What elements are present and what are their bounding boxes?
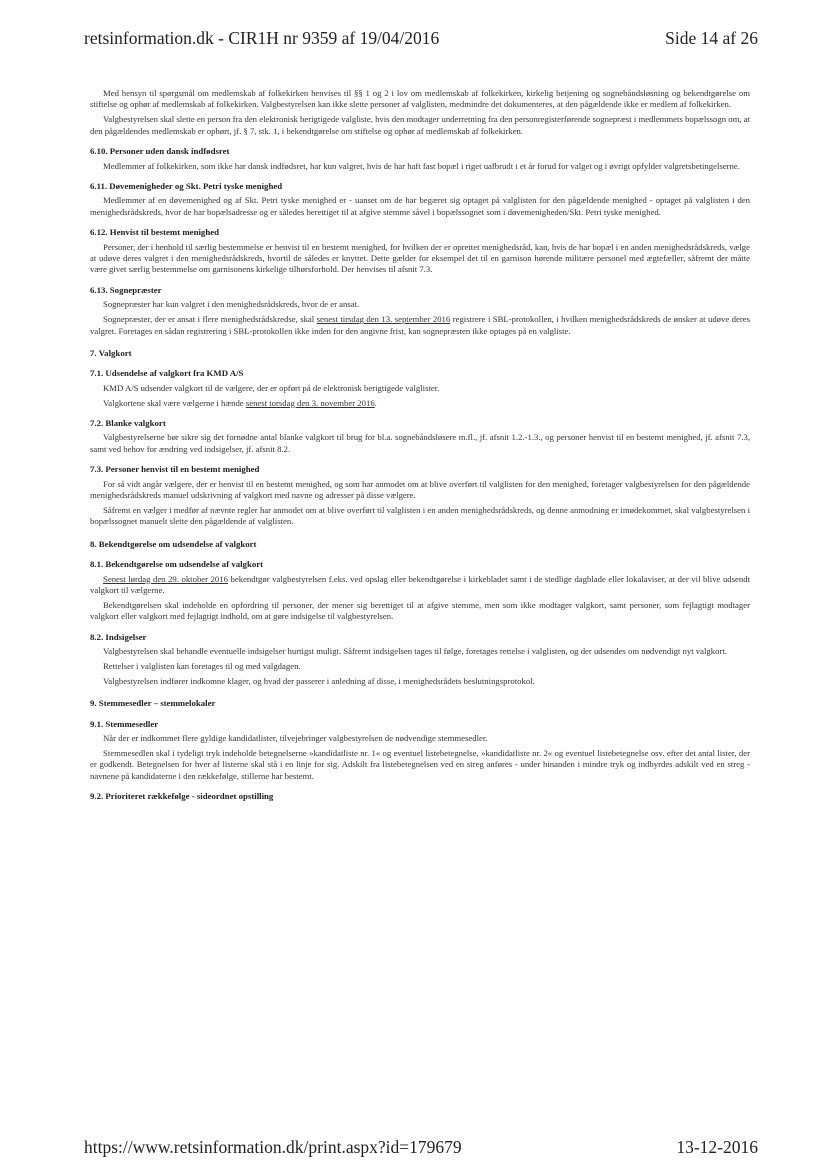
page-number: Side 14 af 26 — [665, 28, 758, 48]
paragraph: Valgbestyrelserne bør sikre sig det fornødne antal blanke valgkort til brug for bl.a. sognebåndsløsere m.fl., jf. afsnit 1.2.-1.3., og personer henvist til en bestemt menighed, jf. afsnit 7.3, samt ved behov for ændring ved indsigelser, jf. afsnit 8.2. — [90, 432, 750, 454]
section-heading: 6.11. Døvemenigheder og Skt. Petri tyske menighed — [90, 180, 283, 191]
paragraph: Valgbestyrelsen skal slette en person fra den elektronisk berigtigede valgliste, hvis den modtager underretning fra den personregisterførende sognepræst i medlemmets bopælssogn om, at den pågældendes medlemskab er ophørt, jf. § 7, stk. 1, i bekendtgørelse om stiftelse og ophør af medlemskab af folkekirken. — [90, 114, 750, 136]
paragraph: Valgbestyrelsen skal behandle eventuelle indsigelser hurtigst muligt. Såfremt indsigelsen tages til følge, foretages rettelse i valglisten, og der udsendes om nødvendigt nyt valgkort. — [103, 646, 727, 657]
paragraph — [90, 314, 750, 337]
paragraph: Valgbestyrelsen indfører indkomne klager, og hvad der passerer i anledning af disse, i menighedsrådets beslutningsprotokol. — [103, 675, 535, 686]
document-url: https://www.retsinformation.dk/print.aspx?id=179679 — [84, 1137, 462, 1157]
section-heading: 6.10. Personer uden dansk indfødsret — [90, 146, 230, 157]
section-heading: 9.2. Prioriteret rækkefølge - sideordnet opstilling — [90, 791, 274, 802]
document-source: retsinformation.dk - CIR1H nr 9359 af 19/04/2016 — [84, 28, 440, 48]
chapter-heading: 7. Valgkort — [90, 347, 132, 358]
chapter-heading: 8. Bekendtgørelse om udsendelse af valgkort — [90, 538, 257, 549]
paragraph: Med hensyn til spørgsmål om medlemskab af folkekirken henvises til §§ 1 og 2 i lov om medlemskab af folkekirken, kirkelig betjening og sognebåndsløsning og bekendtgørelse om stiftelse og ophør af medlemskab af folkekirken. Valgbestyrelsen kan ikke slette personer af valglisten, medmindre det dokumenteres, at den pågældende ikke er medlem af folkekirken. — [90, 88, 750, 110]
deadline-date: senest torsdag den 3. november 2016 — [245, 397, 375, 408]
paragraph: Personer, der i henhold til særlig bestemmelse er henvist til en bestemt menighed, for hvilken der er oprettet menighedsråd, kan, hvis de har bopæl i en anden menighedsrådskreds, vælge at udøve deres valgret i den menighedsrådskreds, hvortil de således er knyttet. Dette gælder for eksempel det til en garnison hørende militære personel med ægtefæller, såfremt der måtte være givet særlig bestemmelse om garnisonens kirkelige tilhørsforhold. Der henvises til afsnit 7.3. — [90, 241, 750, 275]
document-body — [90, 88, 750, 806]
text-run: Sognepræster, der er ansat i flere menighedsrådskredse, skal — [103, 314, 317, 325]
text-run: registrere i SBL-protokollen, i hvilken menighedsrådskreds de ønsker at udøve deres valgret. Foretages en sådan registrering i SBL-protokollen ikke inden for den angivne frist, kan sognepræsten ikke optages på en valgliste. — [90, 314, 751, 336]
paragraph: KMD A/S udsender valgkort til de vælgere, der er opført på de elektronisk berigtigede valglister. — [103, 382, 440, 393]
section-heading: 6.12. Henvist til bestemt menighed — [90, 227, 220, 238]
paragraph: Sognepræster har kun valgret i den menighedsrådskreds, hvor de er ansat. — [103, 299, 360, 310]
paragraph: Rettelser i valglisten kan foretages til og med valgdagen. — [103, 661, 301, 672]
section-heading: 8.2. Indsigelser — [90, 631, 147, 642]
paragraph: Bekendtgørelsen skal indeholde en opfordring til personer, der mener sig berettiget til at afgive stemme, men som ikke modtager valgkort, samt personer, som fejlagtigt modtager valgkort eller valgkort med fejlagtigt indhold, om at gøre indsigelse til valgbestyrelsen. — [90, 599, 750, 622]
section-heading: 7.3. Personer henvist til en bestemt menighed — [90, 464, 260, 475]
paragraph: Medlemmer af en døvemenighed og af Skt. Petri tyske menighed er - uanset om de har begæret sig optaget på valglisten for den pågældende menighed - optaget på valglisten i den menighedsrådskreds, hvor de har bopælsadresse og er således berettiget til at afgive stemme såvel i bopælssognet som i døvemenigheden/Skt. Petri tyske menighed. — [90, 195, 750, 217]
section-heading: 7.2. Blanke valgkort — [90, 418, 166, 429]
section-heading: 6.13. Sognepræster — [90, 284, 162, 295]
deadline-date: senest tirsdag den 13. september 2016 — [316, 314, 451, 325]
paragraph — [90, 574, 750, 597]
paragraph: Stemmesedlen skal i tydeligt tryk indeholde betegnelserne »kandidatliste nr. 1« og eventuel listebetegnelse, »kandidatliste nr. 2« og eventuel listebetegnelse osv. efter det antal lister, der er godkendt. Betegnelsen for hver af listerne skal stå i en linje for sig. Adskilt fra listebetegnelsen ved en streg anføres - under hinanden i mindre tryk og indbyrdes adskilt ved en streg - navnene på kandidaterne i den rækkefølge, stillerne har bestemt. — [90, 748, 750, 781]
text-run: . — [374, 397, 377, 408]
paragraph — [90, 398, 750, 409]
paragraph: Medlemmer af folkekirken, som ikke har dansk indfødsret, har kun valgret, hvis de har haft fast bopæl i riget uafbrudt i et år forud for valget og i øvrigt opfylder valgretsbetingelserne. — [103, 160, 740, 171]
section-heading: 7.1. Udsendelse af valgkort fra KMD A/S — [90, 368, 244, 379]
section-heading: 9.1. Stemmesedler — [90, 718, 159, 729]
text-run: Valgkortene skal være vælgerne i hænde — [103, 397, 246, 408]
paragraph: Når der er indkommet flere gyldige kandidatlister, tilvejebringer valgbestyrelsen de nødvendige stemmesedler. — [103, 733, 488, 744]
section-heading: 8.1. Bekendtgørelse om udsendelse af valgkort — [90, 559, 264, 570]
deadline-date: Senest lørdag den 29. oktober 2016 — [103, 573, 228, 584]
print-date: 13-12-2016 — [676, 1137, 758, 1157]
text-run: bekendtgør valgbestyrelsen f.eks. ved opslag eller bekendtgørelse i kirkebladet samt i de stedlige dagblade eller lokalaviser, at der vil blive udsendt valgkort til vælgerne. — [90, 573, 750, 595]
paragraph: Såfremt en vælger i medfør af nævnte regler har anmodet om at blive overført til valglisten i en anden menighedsrådskreds, og denne anmodning er imødekommet, skal valgbestyrelsen i bopælssognet manuelt slette den pågældende af valglisten. — [90, 504, 750, 527]
chapter-heading: 9. Stemmesedler – stemmelokaler — [90, 698, 216, 709]
paragraph: For så vidt angår vælgere, der er henvist til en bestemt menighed, og som har anmodet om at blive overført til valglisten for den menighed, foretager valgbestyrelsen for den pågældende menighedsrådskreds manuel udskrivning af valgkort med navne og adresser på disse vælgere. — [90, 478, 750, 501]
